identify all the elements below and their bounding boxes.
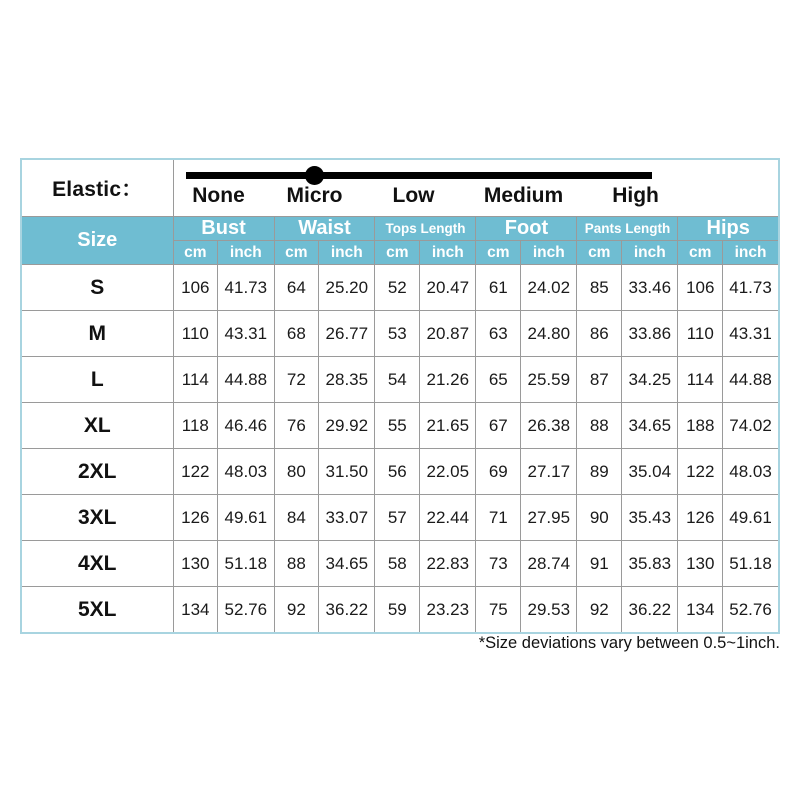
slider-track[interactable]: [186, 172, 652, 179]
unit-header-cm: cm: [476, 241, 521, 265]
measurement-cell: 80: [274, 449, 319, 495]
measurement-cell: 110: [678, 311, 723, 357]
measurement-cell: 56: [375, 449, 420, 495]
measurement-cell: 29.92: [319, 403, 375, 449]
measurement-cell: 73: [476, 541, 521, 587]
size-cell: 5XL: [21, 587, 173, 634]
measurement-cell: 88: [577, 403, 622, 449]
measurement-cell: 43.31: [218, 311, 274, 357]
measurement-cell: 114: [678, 357, 723, 403]
measurement-cell: 27.95: [521, 495, 577, 541]
measurement-cell: 33.86: [622, 311, 678, 357]
measurement-cell: 53: [375, 311, 420, 357]
size-table-body: [21, 265, 779, 634]
column-group-bust: Bust: [173, 217, 274, 241]
size-cell: L: [21, 357, 173, 403]
measurement-cell: 52.76: [218, 587, 274, 634]
measurement-cell: 34.65: [319, 541, 375, 587]
measurement-cell: 41.73: [218, 265, 274, 311]
column-group-hips: Hips: [678, 217, 779, 241]
unit-header-inch: inch: [622, 241, 678, 265]
measurement-cell: 48.03: [723, 449, 779, 495]
measurement-cell: 49.61: [218, 495, 274, 541]
measurement-cell: 106: [678, 265, 723, 311]
column-group-tops-length: Tops Length: [375, 217, 476, 241]
measurement-cell: 27.17: [521, 449, 577, 495]
measurement-cell: 74.02: [723, 403, 779, 449]
measurement-cell: 58: [375, 541, 420, 587]
slider-label-medium[interactable]: Medium: [483, 184, 564, 207]
measurement-cell: 55: [375, 403, 420, 449]
table-row: [21, 403, 779, 449]
measurement-cell: 41.73: [723, 265, 779, 311]
measurement-cell: 33.07: [319, 495, 375, 541]
measurement-cell: 63: [476, 311, 521, 357]
measurement-cell: 90: [577, 495, 622, 541]
unit-header-cm: cm: [375, 241, 420, 265]
measurement-cell: 110: [173, 311, 218, 357]
measurement-cell: 118: [173, 403, 218, 449]
measurement-cell: 76: [274, 403, 319, 449]
measurement-cell: 57: [375, 495, 420, 541]
measurement-cell: 21.65: [420, 403, 476, 449]
measurement-cell: 46.46: [218, 403, 274, 449]
measurement-cell: 61: [476, 265, 521, 311]
size-cell: M: [21, 311, 173, 357]
column-group-pants-length: Pants Length: [577, 217, 678, 241]
unit-header-inch: inch: [218, 241, 274, 265]
table-row: [21, 265, 779, 311]
measurement-cell: 33.46: [622, 265, 678, 311]
unit-header-cm: cm: [678, 241, 723, 265]
measurement-cell: 130: [678, 541, 723, 587]
measurement-cell: 26.38: [521, 403, 577, 449]
elastic-label: Elastic：: [21, 159, 173, 217]
measurement-cell: 126: [678, 495, 723, 541]
measurement-cell: 52.76: [723, 587, 779, 634]
measurement-cell: 20.47: [420, 265, 476, 311]
elastic-slider[interactable]: [173, 159, 779, 217]
measurement-cell: 85: [577, 265, 622, 311]
measurement-cell: 86: [577, 311, 622, 357]
measurement-cell: 106: [173, 265, 218, 311]
measurement-cell: 51.18: [723, 541, 779, 587]
table-row: [21, 541, 779, 587]
measurement-cell: 69: [476, 449, 521, 495]
table-row: [21, 449, 779, 495]
measurement-cell: 44.88: [723, 357, 779, 403]
slider-knob[interactable]: [305, 166, 324, 185]
measurement-cell: 22.44: [420, 495, 476, 541]
size-cell: XL: [21, 403, 173, 449]
table-row: [21, 357, 779, 403]
size-cell: 3XL: [21, 495, 173, 541]
measurement-cell: 130: [173, 541, 218, 587]
measurement-cell: 54: [375, 357, 420, 403]
measurement-cell: 34.65: [622, 403, 678, 449]
column-group-foot: Foot: [476, 217, 577, 241]
unit-header-cm: cm: [173, 241, 218, 265]
measurement-cell: 31.50: [319, 449, 375, 495]
elastic-row: [21, 159, 779, 217]
measurement-cell: 35.43: [622, 495, 678, 541]
measurement-cell: 72: [274, 357, 319, 403]
measurement-cell: 44.88: [218, 357, 274, 403]
measurement-cell: 52: [375, 265, 420, 311]
table-row: [21, 495, 779, 541]
measurement-cell: 21.26: [420, 357, 476, 403]
measurement-cell: 114: [173, 357, 218, 403]
measurement-cell: 29.53: [521, 587, 577, 634]
slider-label-micro[interactable]: Micro: [286, 184, 343, 207]
unit-header-cm: cm: [577, 241, 622, 265]
measurement-cell: 28.35: [319, 357, 375, 403]
unit-header-inch: inch: [723, 241, 779, 265]
measurement-cell: 64: [274, 265, 319, 311]
table-row: [21, 311, 779, 357]
measurement-cell: 89: [577, 449, 622, 495]
measurement-cell: 26.77: [319, 311, 375, 357]
measurement-cell: 25.59: [521, 357, 577, 403]
slider-label-none[interactable]: None: [192, 184, 245, 207]
measurement-cell: 122: [173, 449, 218, 495]
measurement-cell: 22.05: [420, 449, 476, 495]
measurement-cell: 22.83: [420, 541, 476, 587]
group-header-row: [21, 217, 779, 241]
unit-header-cm: cm: [274, 241, 319, 265]
measurement-cell: 134: [678, 587, 723, 634]
slider-label-low[interactable]: Low: [392, 184, 435, 207]
measurement-cell: 51.18: [218, 541, 274, 587]
measurement-cell: 92: [577, 587, 622, 634]
size-deviation-note: *Size deviations vary between 0.5~1inch.: [478, 634, 780, 652]
unit-header-inch: inch: [420, 241, 476, 265]
measurement-cell: 188: [678, 403, 723, 449]
slider-labels: [174, 184, 778, 214]
unit-header-inch: inch: [521, 241, 577, 265]
measurement-cell: 84: [274, 495, 319, 541]
size-cell: S: [21, 265, 173, 311]
size-chart-table: [20, 158, 780, 634]
measurement-cell: 59: [375, 587, 420, 634]
measurement-cell: 36.22: [622, 587, 678, 634]
column-header-size: Size: [21, 217, 173, 265]
measurement-cell: 92: [274, 587, 319, 634]
measurement-cell: 35.04: [622, 449, 678, 495]
size-cell: 4XL: [21, 541, 173, 587]
slider-label-high[interactable]: High: [612, 184, 659, 207]
measurement-cell: 24.02: [521, 265, 577, 311]
column-group-waist: Waist: [274, 217, 375, 241]
measurement-cell: 68: [274, 311, 319, 357]
table-row: [21, 587, 779, 634]
size-cell: 2XL: [21, 449, 173, 495]
measurement-cell: 126: [173, 495, 218, 541]
measurement-cell: 87: [577, 357, 622, 403]
measurement-cell: 23.23: [420, 587, 476, 634]
measurement-cell: 43.31: [723, 311, 779, 357]
unit-header-inch: inch: [319, 241, 375, 265]
measurement-cell: 49.61: [723, 495, 779, 541]
measurement-cell: 36.22: [319, 587, 375, 634]
elastic-slider-box[interactable]: [174, 160, 778, 216]
measurement-cell: 67: [476, 403, 521, 449]
measurement-cell: 48.03: [218, 449, 274, 495]
measurement-cell: 34.25: [622, 357, 678, 403]
measurement-cell: 25.20: [319, 265, 375, 311]
measurement-cell: 122: [678, 449, 723, 495]
measurement-cell: 35.83: [622, 541, 678, 587]
measurement-cell: 24.80: [521, 311, 577, 357]
measurement-cell: 71: [476, 495, 521, 541]
measurement-cell: 88: [274, 541, 319, 587]
size-chart: [20, 158, 780, 634]
measurement-cell: 91: [577, 541, 622, 587]
measurement-cell: 28.74: [521, 541, 577, 587]
measurement-cell: 134: [173, 587, 218, 634]
measurement-cell: 20.87: [420, 311, 476, 357]
measurement-cell: 65: [476, 357, 521, 403]
measurement-cell: 75: [476, 587, 521, 634]
